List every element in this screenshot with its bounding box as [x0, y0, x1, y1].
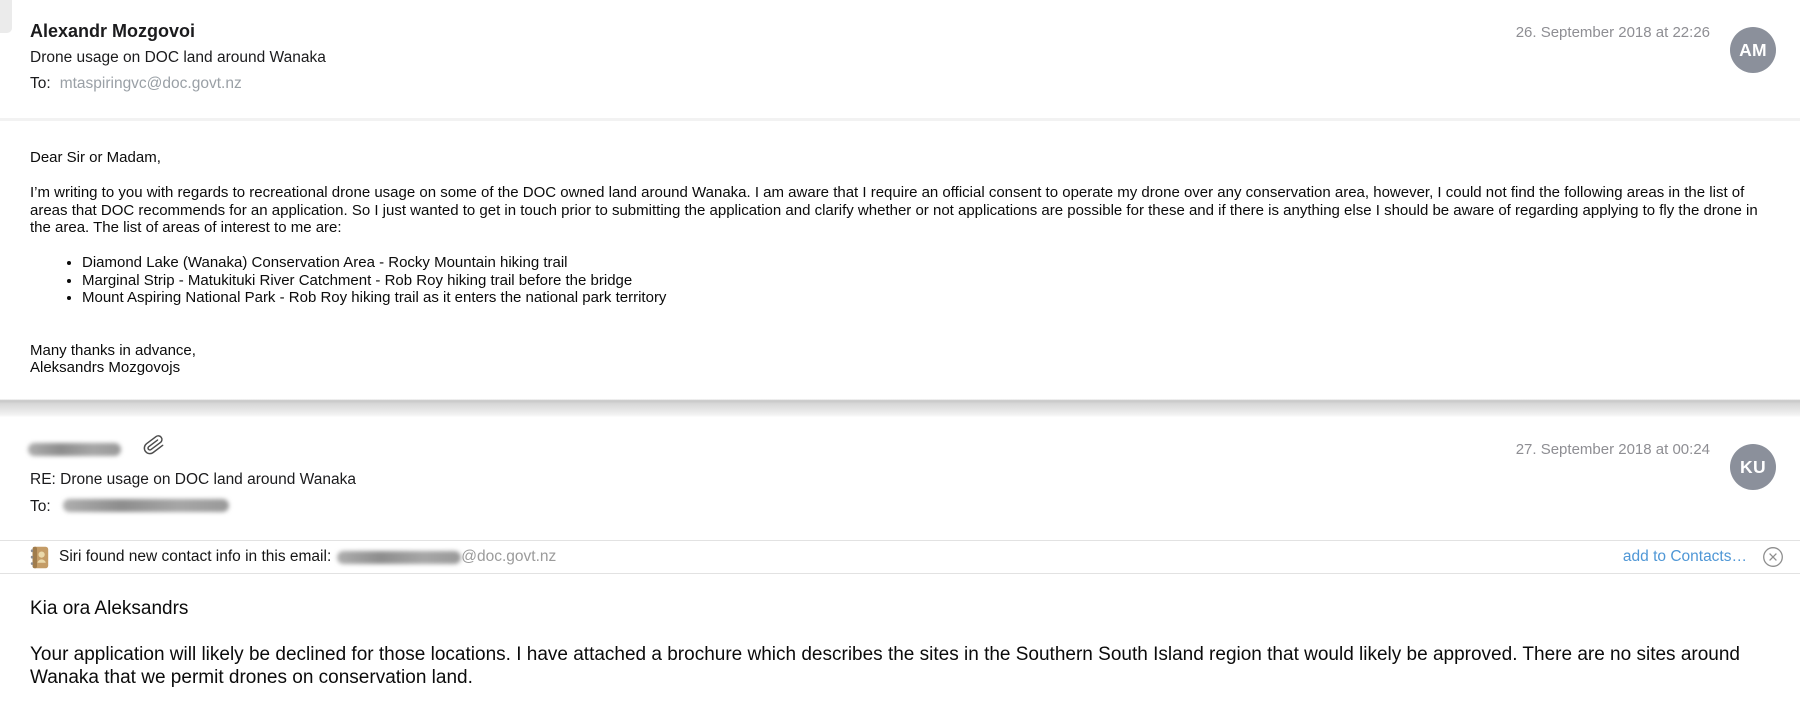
redacted-email-localpart [337, 551, 461, 564]
email-date: 27. September 2018 at 00:24 [1515, 441, 1710, 458]
siri-message: Siri found new contact info in this email: [59, 548, 332, 565]
message-divider [0, 399, 1800, 417]
email-subject: Drone usage on DOC land around Wanaka [30, 49, 326, 66]
email-subject: RE: Drone usage on DOC land around Wanaka [30, 471, 356, 488]
to-label: To: [30, 75, 51, 92]
email-body [30, 149, 1775, 377]
areas-of-interest-list [30, 254, 1775, 307]
recipient-line [30, 75, 242, 93]
contacts-book-icon [30, 546, 49, 569]
redacted-sender-name [28, 443, 121, 456]
avatar-initials: KU [1740, 456, 1766, 477]
closing-block [30, 342, 1775, 377]
close-icon[interactable] [1762, 546, 1784, 568]
signature: Aleksandrs Mozgovojs [30, 359, 181, 376]
header-body-divider [0, 118, 1800, 121]
scroll-edge-artifact [0, 0, 12, 33]
list-item: • Diamond Lake (Wanaka) Conservation Area - Rocky Mountain hiking trail [82, 254, 1775, 272]
list-item: • Mount Aspiring National Park - Rob Roy hiking trail as it enters the national park territory [82, 289, 1775, 307]
attachment-paperclip-icon [143, 433, 165, 457]
email-body-2 [30, 597, 1780, 689]
add-to-contacts-link[interactable]: add to Contacts… [1622, 548, 1747, 565]
list-item: • Marginal Strip - Matukituki River Catchment - Rob Roy hiking trail before the bridge [82, 272, 1775, 290]
avatar-initials: AM [1739, 39, 1767, 60]
sender-name: Alexandr Mozgovoi [30, 21, 196, 41]
siri-suggestion-bar [0, 540, 1800, 574]
email-date: 26. September 2018 at 22:26 [1515, 24, 1710, 41]
body-paragraph: Your application will likely be declined for those locations. I have attached a brochure which describes the sites in the Southern South Island region that would likely be approved. There are no sites around Wanaka that we permit drones on conservation land. [30, 644, 1740, 688]
greeting: Dear Sir or Madam, [30, 149, 161, 166]
body-paragraph: I’m writing to you with regards to recreational drone usage on some of the DOC owned land around Wanaka. I am aware that I require an official consent to operate my drone over any conservation area, however, I could not find the following areas in the list of areas that DOC recommends for an application. So I just wanted to get in touch prior to submitting the application and clarify whether or not applications are possible for these and if there is anything else I should be aware of regarding applying to fly the drone in the area. The list of areas of interest to me are: [30, 184, 1758, 236]
closing-line: Many thanks in advance, [30, 341, 196, 359]
redacted-recipient-address [63, 499, 229, 512]
found-address-domain: @doc.govt.nz [461, 548, 557, 565]
sender-avatar [1730, 27, 1776, 73]
recipient-line [30, 498, 229, 516]
to-label: To: [30, 498, 51, 515]
sender-avatar [1730, 444, 1776, 490]
recipient-address[interactable]: mtaspiringvc@doc.govt.nz [59, 75, 242, 92]
greeting: Kia ora Aleksandrs [30, 598, 189, 619]
